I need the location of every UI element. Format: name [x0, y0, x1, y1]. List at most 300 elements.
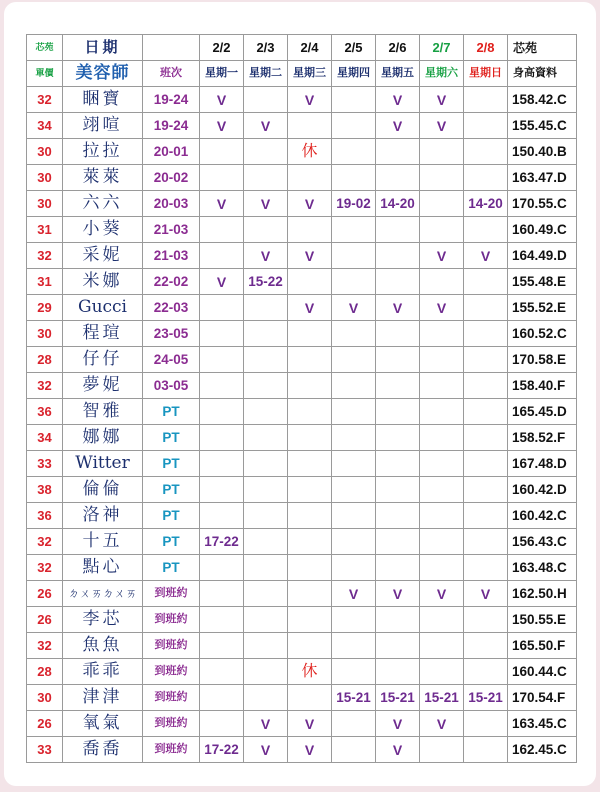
- price-cell: 26: [27, 581, 63, 607]
- day-cell: V: [376, 581, 420, 607]
- height-cell: 155.45.C: [508, 113, 577, 139]
- day-cell: [200, 217, 244, 243]
- height-cell: 167.48.D: [508, 451, 577, 477]
- date-header: 2/4: [288, 35, 332, 61]
- day-cell: V: [420, 295, 464, 321]
- day-cell: [288, 113, 332, 139]
- shift-cell: 到班約: [143, 737, 200, 763]
- day-cell: 15-21: [332, 685, 376, 711]
- shift-cell: 19-24: [143, 113, 200, 139]
- height-cell: 158.42.C: [508, 87, 577, 113]
- shift-cell: 20-02: [143, 165, 200, 191]
- day-cell: [332, 269, 376, 295]
- day-cell: V: [200, 191, 244, 217]
- day-cell: [200, 399, 244, 425]
- day-cell: [464, 321, 508, 347]
- day-cell: V: [244, 711, 288, 737]
- table-row: [27, 581, 577, 607]
- day-cell: [244, 295, 288, 321]
- day-cell: [244, 87, 288, 113]
- table-row: [27, 529, 577, 555]
- day-cell: [464, 451, 508, 477]
- day-cell: [464, 659, 508, 685]
- day-cell: [244, 217, 288, 243]
- day-cell: [332, 373, 376, 399]
- table-row: [27, 87, 577, 113]
- day-cell: [244, 165, 288, 191]
- day-cell: [376, 399, 420, 425]
- day-cell: V: [332, 581, 376, 607]
- day-cell: [376, 633, 420, 659]
- stylist-name: 喬喬: [63, 737, 143, 763]
- day-cell: [244, 633, 288, 659]
- brand-label: 芯苑: [508, 35, 577, 61]
- price-cell: 30: [27, 321, 63, 347]
- day-cell: [244, 321, 288, 347]
- table-row: [27, 633, 577, 659]
- height-cell: 155.52.E: [508, 295, 577, 321]
- day-cell: [288, 399, 332, 425]
- day-cell: [332, 451, 376, 477]
- day-cell: [376, 243, 420, 269]
- day-cell: 14-20: [376, 191, 420, 217]
- table-row: [27, 425, 577, 451]
- day-cell: V: [288, 243, 332, 269]
- height-cell: 170.54.F: [508, 685, 577, 711]
- table-row: [27, 685, 577, 711]
- day-cell: [288, 451, 332, 477]
- day-cell: 14-20: [464, 191, 508, 217]
- day-cell: V: [288, 737, 332, 763]
- stylist-name: 小葵: [63, 217, 143, 243]
- date-header-saturday: 2/7: [420, 35, 464, 61]
- day-cell: [332, 399, 376, 425]
- day-cell: [420, 217, 464, 243]
- day-cell: [376, 451, 420, 477]
- day-cell: 休: [288, 659, 332, 685]
- price-cell: 38: [27, 477, 63, 503]
- shift-cell: PT: [143, 529, 200, 555]
- day-cell: V: [288, 711, 332, 737]
- blank-header-cell: [143, 35, 200, 61]
- day-cell: [244, 555, 288, 581]
- unit-price-label: 單價: [27, 61, 63, 87]
- day-cell: 17-22: [200, 529, 244, 555]
- height-cell: 158.40.F: [508, 373, 577, 399]
- price-cell: 26: [27, 711, 63, 737]
- day-cell: 15-21: [420, 685, 464, 711]
- height-cell: 150.40.B: [508, 139, 577, 165]
- stylist-name: 采妮: [63, 243, 143, 269]
- day-cell: [420, 607, 464, 633]
- day-cell: [200, 451, 244, 477]
- day-cell: [376, 555, 420, 581]
- height-cell: 160.44.C: [508, 659, 577, 685]
- weekday-header: 星期一: [200, 61, 244, 87]
- weekday-header: 星期三: [288, 61, 332, 87]
- day-cell: V: [376, 711, 420, 737]
- day-cell: [332, 607, 376, 633]
- day-cell: [420, 477, 464, 503]
- day-cell: [376, 477, 420, 503]
- shift-cell: 22-03: [143, 295, 200, 321]
- day-cell: [420, 399, 464, 425]
- day-cell: [200, 555, 244, 581]
- height-cell: 163.48.C: [508, 555, 577, 581]
- day-cell: [200, 425, 244, 451]
- stylist-name: 睏寶: [63, 87, 143, 113]
- price-cell: 33: [27, 451, 63, 477]
- day-cell: [464, 165, 508, 191]
- shift-cell: 22-02: [143, 269, 200, 295]
- date-header: 2/5: [332, 35, 376, 61]
- stylist-name: Gucci: [63, 295, 143, 321]
- shift-cell: 20-03: [143, 191, 200, 217]
- day-cell: [200, 295, 244, 321]
- stylist-name: 米娜: [63, 269, 143, 295]
- table-row: [27, 165, 577, 191]
- day-cell: [244, 477, 288, 503]
- day-cell: [420, 347, 464, 373]
- day-cell: 休: [288, 139, 332, 165]
- day-cell: [200, 503, 244, 529]
- day-cell: [200, 139, 244, 165]
- stylist-name: 洛神: [63, 503, 143, 529]
- shift-cell: 20-01: [143, 139, 200, 165]
- table-row: [27, 217, 577, 243]
- day-cell: [244, 529, 288, 555]
- day-cell: [244, 659, 288, 685]
- stylist-name: 娜娜: [63, 425, 143, 451]
- day-cell: [464, 529, 508, 555]
- day-cell: [332, 139, 376, 165]
- height-cell: 160.42.C: [508, 503, 577, 529]
- table-row: [27, 243, 577, 269]
- weekday-header: 星期二: [244, 61, 288, 87]
- stylist-name: 乖乖: [63, 659, 143, 685]
- table-row: [27, 711, 577, 737]
- height-cell: 162.50.H: [508, 581, 577, 607]
- day-cell: [420, 555, 464, 581]
- day-cell: [200, 659, 244, 685]
- day-cell: [288, 347, 332, 373]
- weekday-header-saturday: 星期六: [420, 61, 464, 87]
- table-row: [27, 555, 577, 581]
- day-cell: [420, 737, 464, 763]
- day-cell: [332, 503, 376, 529]
- table-row: [27, 659, 577, 685]
- day-cell: [376, 529, 420, 555]
- day-cell: V: [420, 581, 464, 607]
- table-row: [27, 737, 577, 763]
- day-cell: V: [464, 243, 508, 269]
- table-row: [27, 295, 577, 321]
- table-row: [27, 399, 577, 425]
- day-cell: [200, 165, 244, 191]
- day-cell: [332, 659, 376, 685]
- day-cell: V: [244, 243, 288, 269]
- day-cell: [464, 113, 508, 139]
- day-cell: [464, 269, 508, 295]
- day-cell: [288, 529, 332, 555]
- shift-cell: 21-03: [143, 217, 200, 243]
- header-row-dates: [27, 35, 577, 61]
- height-cell: 162.45.C: [508, 737, 577, 763]
- day-cell: [200, 607, 244, 633]
- shift-cell: PT: [143, 451, 200, 477]
- date-header: 2/2: [200, 35, 244, 61]
- height-cell: 160.52.C: [508, 321, 577, 347]
- stylist-name: 程瑄: [63, 321, 143, 347]
- day-cell: [420, 425, 464, 451]
- day-cell: [376, 659, 420, 685]
- day-cell: [464, 503, 508, 529]
- shift-cell: PT: [143, 555, 200, 581]
- shift-cell: 到班約: [143, 581, 200, 607]
- table-row: [27, 269, 577, 295]
- price-cell: 32: [27, 373, 63, 399]
- day-cell: [332, 347, 376, 373]
- day-cell: [464, 711, 508, 737]
- day-cell: [200, 685, 244, 711]
- day-cell: [464, 373, 508, 399]
- day-cell: [420, 659, 464, 685]
- shift-cell: PT: [143, 477, 200, 503]
- day-cell: [244, 503, 288, 529]
- price-cell: 32: [27, 529, 63, 555]
- day-cell: [464, 295, 508, 321]
- price-cell: 29: [27, 295, 63, 321]
- price-cell: 30: [27, 191, 63, 217]
- stylist-name: ㄉㄨㄞㄉㄨㄞ: [63, 581, 143, 607]
- day-cell: 15-22: [244, 269, 288, 295]
- day-cell: [244, 399, 288, 425]
- day-cell: [200, 243, 244, 269]
- day-cell: [332, 425, 376, 451]
- day-cell: [332, 113, 376, 139]
- day-cell: [420, 321, 464, 347]
- shift-cell: 到班約: [143, 685, 200, 711]
- day-cell: [288, 581, 332, 607]
- table-row: [27, 607, 577, 633]
- table-row: [27, 113, 577, 139]
- table-row: [27, 191, 577, 217]
- day-cell: 15-21: [464, 685, 508, 711]
- price-cell: 34: [27, 425, 63, 451]
- table-row: [27, 503, 577, 529]
- day-cell: [420, 503, 464, 529]
- day-cell: [332, 555, 376, 581]
- day-cell: V: [420, 711, 464, 737]
- price-cell: 32: [27, 555, 63, 581]
- stylist-name: 翊喧: [63, 113, 143, 139]
- table-row: [27, 373, 577, 399]
- day-cell: [244, 373, 288, 399]
- day-cell: [200, 633, 244, 659]
- day-cell: [376, 373, 420, 399]
- shift-cell: 到班約: [143, 633, 200, 659]
- day-cell: V: [288, 295, 332, 321]
- day-cell: [332, 165, 376, 191]
- day-cell: 15-21: [376, 685, 420, 711]
- day-cell: V: [244, 113, 288, 139]
- stylist-column-label: 美容師: [63, 61, 143, 87]
- price-cell: 32: [27, 243, 63, 269]
- table-row: [27, 477, 577, 503]
- day-cell: [420, 269, 464, 295]
- day-cell: [244, 425, 288, 451]
- day-cell: [376, 139, 420, 165]
- day-cell: V: [200, 87, 244, 113]
- day-cell: [420, 373, 464, 399]
- table-row: [27, 451, 577, 477]
- table-row: [27, 347, 577, 373]
- day-cell: [420, 529, 464, 555]
- day-cell: V: [244, 737, 288, 763]
- height-cell: 158.52.F: [508, 425, 577, 451]
- day-cell: [288, 165, 332, 191]
- shift-cell: PT: [143, 425, 200, 451]
- day-cell: [332, 321, 376, 347]
- price-cell: 33: [27, 737, 63, 763]
- date-header: 2/3: [244, 35, 288, 61]
- stylist-name: 六六: [63, 191, 143, 217]
- day-cell: 17-22: [200, 737, 244, 763]
- price-cell: 32: [27, 87, 63, 113]
- day-cell: [464, 87, 508, 113]
- day-cell: [376, 165, 420, 191]
- height-cell: 155.48.E: [508, 269, 577, 295]
- day-cell: [288, 607, 332, 633]
- header-row-weekdays: [27, 61, 577, 87]
- day-cell: [464, 139, 508, 165]
- day-cell: [332, 217, 376, 243]
- shift-cell: 到班約: [143, 607, 200, 633]
- day-cell: V: [464, 581, 508, 607]
- price-cell: 31: [27, 217, 63, 243]
- day-cell: [288, 477, 332, 503]
- stylist-name: 倫倫: [63, 477, 143, 503]
- day-cell: [332, 477, 376, 503]
- day-cell: [464, 477, 508, 503]
- day-cell: [200, 321, 244, 347]
- day-cell: [200, 347, 244, 373]
- day-cell: V: [376, 737, 420, 763]
- price-cell: 30: [27, 685, 63, 711]
- shift-cell: 19-24: [143, 87, 200, 113]
- day-cell: [332, 529, 376, 555]
- day-cell: [464, 347, 508, 373]
- day-cell: [288, 217, 332, 243]
- shift-cell: 23-05: [143, 321, 200, 347]
- shift-cell: PT: [143, 399, 200, 425]
- day-cell: V: [244, 191, 288, 217]
- price-cell: 31: [27, 269, 63, 295]
- stylist-name: 智雅: [63, 399, 143, 425]
- price-cell: 34: [27, 113, 63, 139]
- price-cell: 28: [27, 659, 63, 685]
- day-cell: [420, 165, 464, 191]
- day-cell: [244, 607, 288, 633]
- height-cell: 160.49.C: [508, 217, 577, 243]
- height-cell: 164.49.D: [508, 243, 577, 269]
- stylist-name: 夢妮: [63, 373, 143, 399]
- shift-cell: 到班約: [143, 711, 200, 737]
- day-cell: [244, 685, 288, 711]
- height-cell: 160.42.D: [508, 477, 577, 503]
- day-cell: V: [376, 113, 420, 139]
- day-cell: [464, 607, 508, 633]
- shift-cell: 03-05: [143, 373, 200, 399]
- day-cell: [288, 425, 332, 451]
- stylist-name: 李芯: [63, 607, 143, 633]
- date-column-label: 日期: [63, 35, 143, 61]
- day-cell: V: [376, 295, 420, 321]
- weekday-header: 星期四: [332, 61, 376, 87]
- day-cell: V: [420, 87, 464, 113]
- day-cell: [288, 269, 332, 295]
- day-cell: [376, 347, 420, 373]
- day-cell: [200, 581, 244, 607]
- table-row: [27, 139, 577, 165]
- day-cell: [244, 139, 288, 165]
- shift-cell: 24-05: [143, 347, 200, 373]
- day-cell: [420, 139, 464, 165]
- day-cell: V: [332, 295, 376, 321]
- day-cell: [288, 685, 332, 711]
- day-cell: V: [288, 191, 332, 217]
- day-cell: [376, 321, 420, 347]
- price-cell: 36: [27, 399, 63, 425]
- day-cell: V: [200, 113, 244, 139]
- shift-column-label: 班次: [143, 61, 200, 87]
- day-cell: [288, 373, 332, 399]
- shift-cell: PT: [143, 503, 200, 529]
- day-cell: V: [288, 87, 332, 113]
- shift-cell: 21-03: [143, 243, 200, 269]
- day-cell: [464, 737, 508, 763]
- day-cell: [200, 477, 244, 503]
- day-cell: [200, 373, 244, 399]
- height-data-label: 身高資料: [508, 61, 577, 87]
- day-cell: [376, 217, 420, 243]
- date-header-sunday: 2/8: [464, 35, 508, 61]
- weekday-header: 星期五: [376, 61, 420, 87]
- brand-corner-label: 芯苑: [27, 35, 63, 61]
- day-cell: [288, 633, 332, 659]
- day-cell: [288, 503, 332, 529]
- day-cell: [420, 633, 464, 659]
- day-cell: V: [420, 243, 464, 269]
- day-cell: [464, 555, 508, 581]
- day-cell: [376, 607, 420, 633]
- stylist-name: 魚魚: [63, 633, 143, 659]
- price-cell: 32: [27, 633, 63, 659]
- day-cell: 19-02: [332, 191, 376, 217]
- stylist-name: 十五: [63, 529, 143, 555]
- day-cell: [332, 737, 376, 763]
- stylist-name: 仔仔: [63, 347, 143, 373]
- height-cell: 165.45.D: [508, 399, 577, 425]
- schedule-sheet: [4, 2, 596, 786]
- height-cell: 170.58.E: [508, 347, 577, 373]
- day-cell: V: [200, 269, 244, 295]
- day-cell: V: [420, 113, 464, 139]
- height-cell: 163.45.C: [508, 711, 577, 737]
- day-cell: [332, 243, 376, 269]
- price-cell: 30: [27, 139, 63, 165]
- price-cell: 26: [27, 607, 63, 633]
